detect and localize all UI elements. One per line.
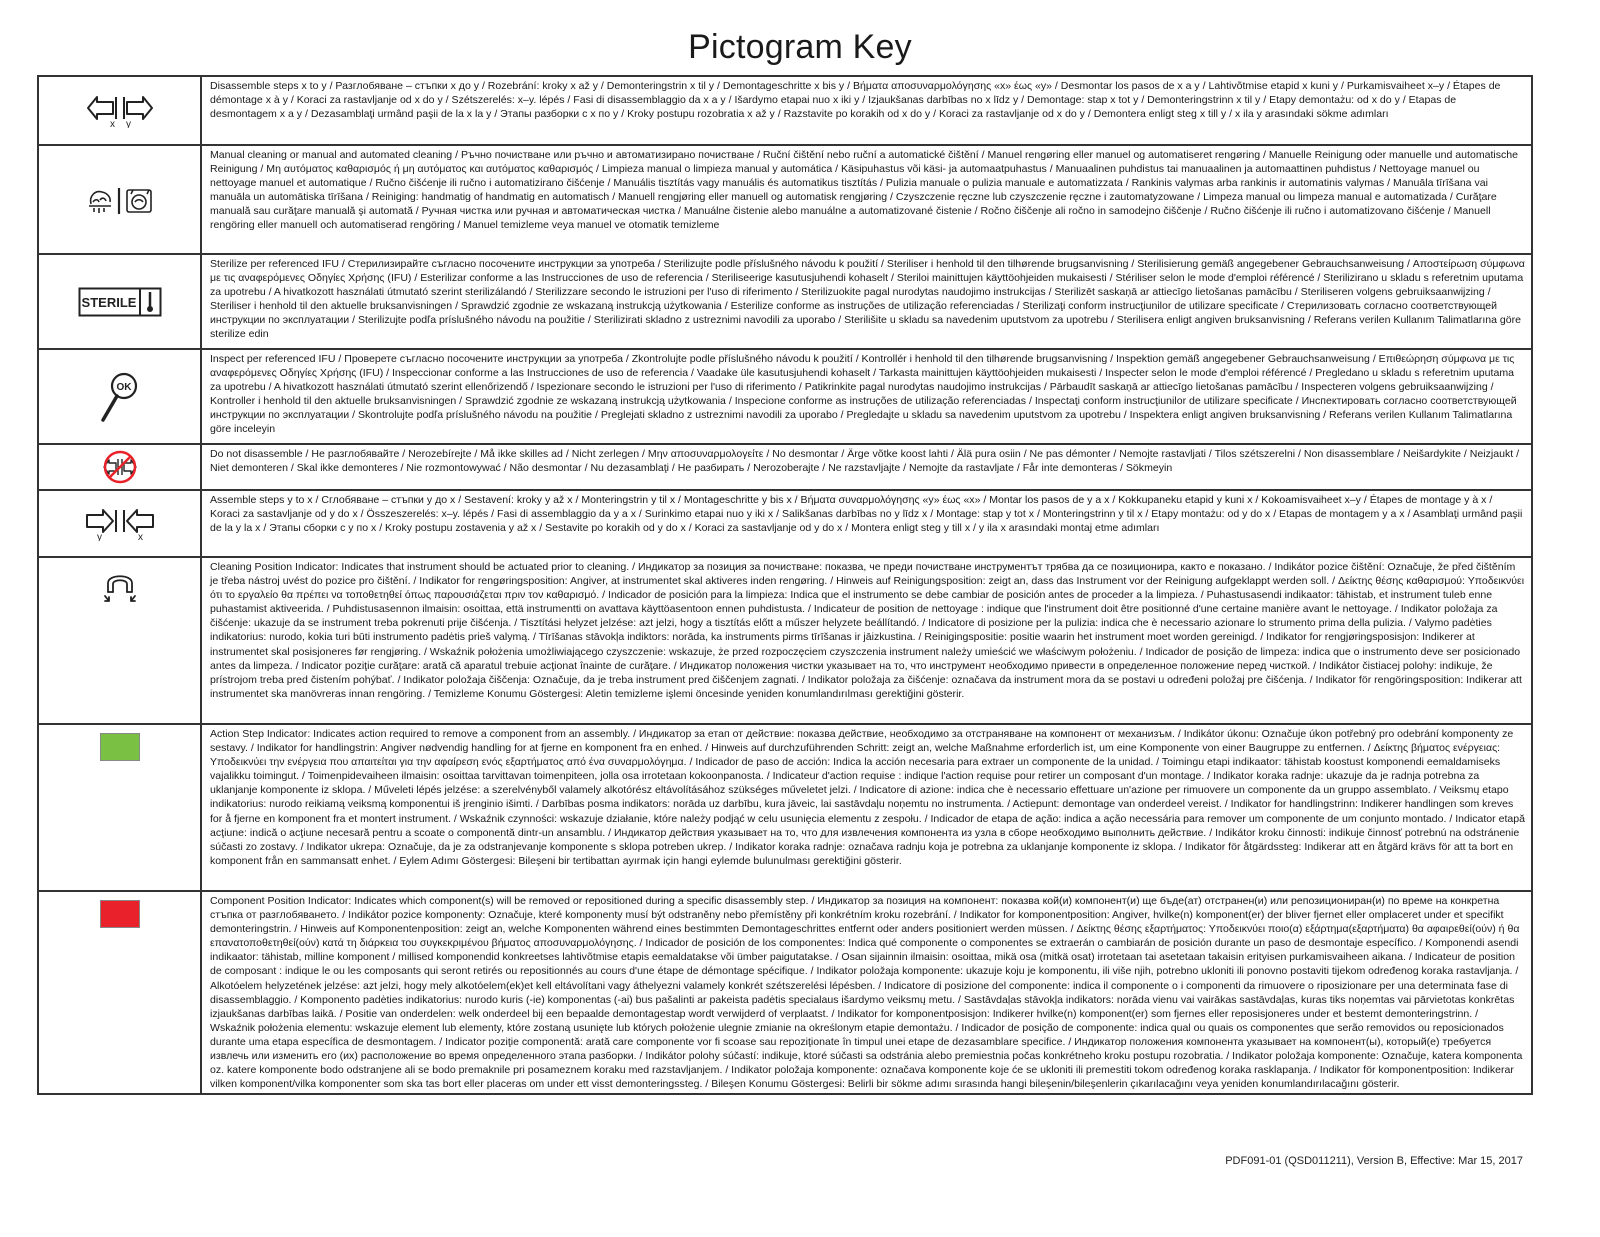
row-description: Disassemble steps x to y / Разглобяване – стъпки x до y / Rozebrání: kroky x až y / Demonteringstrin x til y / Demontageschritte x bis y / Βήματα αποσυναρμολόγησης «x» έως «y» / Desmontar los pasos de x a y / Lahtivõtmise etapid x kuni y / Purkamisvaiheet x–y / Étapes de démontage x à y / Koraci za rastavljanje od x do y / Szétszerelés: x–y. lépés / Fasi di disassemblaggio da x a y / Išardymo etapai nuo x iki y / Izjaukšanas darbības no x līdz y / Demontage: stap x tot y / Demonteringstrinn x til y / Etapy demontażu: od x do y / Etapas de desmontagem x a y / Dezasamblaţi urmând paşii de la x la y / Этапы разборки с x по y / Kroky postupu rozobratia x až y / Razstavite po korakih od x do y / Koraci za rastavljanje od x do y / Demontera enligt steg x till y / x ila y arasındaki sökme adımları: [201, 76, 1532, 145]
document-footer: PDF091-01 (QSD011211), Version B, Effective: Mar 15, 2017: [1225, 1155, 1523, 1167]
do-not-disassemble-icon: [100, 450, 140, 484]
pictogram-key-table: [37, 75, 1533, 1095]
table-row: [38, 145, 1532, 254]
icon-cell: [38, 444, 201, 490]
row-description: Action Step Indicator: Indicates action required to remove a component from an assembly. / Индикатор за етап от действие: показва действие, необходимо за отстраняване на компонент от механизъм. / Indikátor úkonu: Označuje úkon potřebný pro odebrání komponenty ze sestavy. / Indikator for handlingstrin: Angiver nødvendig handling for at fjerne en komponent fra en enhed. / Hinweis auf durchzuführenden Schritt: zeigt an, welche Maßnahme erforderlich ist, um eine Komponente von einer Baugruppe zu entfernen. / Δείκτης βήματος ενέργειας: Υποδεικνύει την ενέργεια που απαιτείται για την αφαίρεση ενός εξαρτήματος από ένα συναρμολόγημα. / Indicador de paso de acción: Indica la acción necesaria para extraer un componente de la unidad. / Toimingu etapi indikaator: tähistab koostust komponendi eemaldamiseks vajalikku toimingut. / Toimenpidevaiheen ilmaisin: osoittaa tarvittavan toimenpiteen, jolla osa irrotetaan kokoonpanosta. / Indicateur d'action requise : indique l'action requise pour retirer un composant d'un montage. / Indikator koraka radnje: ukazuje da je radnja potrebna za uklanjanje komponente iz sklopa. / Műveleti lépés jelzése: a szerelvényből valamely alkotórész eltávolításához szükséges műveletet jelzi. / Indicatore di azione: indica che è necessario effettuare un'azione per rimuovere un componente da un gruppo assemblato. / Veiksmų etapo indikatorius: nurodo reikiamą veiksmą komponentui iš įrenginio išimti. / Darbības posma indikators: norāda uz darbību, kura jāveic, lai sastāvdaļu noņemtu no instrumenta. / Actiepunt: demontage van onderdeel vereist. / Indikator for handlingstrinn: Indikerer handlingen som kreves for å fjerne en komponent fra et montert instrument. / Wskaźnik czynności: wskazuje działanie, które należy podjąć w celu usunięcia elementu z zespołu. / Indicador de etapa de ação: indica a ação necessária para remover um componente de um conjunto montado. / Indicator etapă acţiune: indică o acţiune necesară pentru a scoate o componentă dintr-un ansamblu. / Индикатор действия указывает на то, что для извлечения компонента из узла в сборе необходимо выполнить действие. / Indikátor kroku činnosti: indikuje činnosť potrebnú na odstránenie súčasti zo zostavy. / Indikator ukrepa: Označuje, da je za odstranjevanje komponente s sklopa potreben ukrep. / Indikator koraka radnje: označava radnju koja je potrebna za uklanjanje komponente iz sklopa. / Indikator för åtgärdssteg: Indikerar att en åtgärd krävs för att ta bort en komponent från en sammansatt enhet. / Eylem Adımı Göstergesi: Bileşeni bir tertibattan ayırmak için hangi eylemde bulunulması gerektiğini gösterir.: [201, 724, 1532, 891]
manual-automated-cleaning-icon: [85, 184, 155, 216]
row-description: Inspect per referenced IFU / Проверете съгласно посочените инструкции за употреба / Zkontrolujte podle příslušného návodu k použití / Kontrollér i henhold til den tilhørende brugsanvisning / Inspektion gemäß angegebener Gebrauchsanweisung / Επιθεώρηση σύμφωνα με τις αναφερόμενες Οδηγίες Χρήσης (IFU) / Inspeccionar conforme a las Instrucciones de uso de referencia / Vaadake üle kasutusjuhendi kohaselt / Tarkasta mainittujen käyttöohjeiden mukaisesti / Inspecter selon le mode d'emploi référencé / Pregledano u skladu s referetnim uputama za upotrebu / A hivatkozott használati útmutató szerint ellenőrizendő / Ispezionare secondo le istruzioni per l'uso di riferimento / Patikrinkite pagal nurodytas naudojimo instrukcijas / Pārbaudīt saskaņā ar attiecīgo lietošanas pamācību / Inspecteren volgens gebruiksaanwijzing / Kontroller i henhold til den aktuelle bruksanvisningen / Sprawdzić zgodnie ze wskazaną instrukcją użytkowania / Inspecione conforme as instruções de utilização referenciadas / Inspectaţi conform instrucţiunilor de utilizare specificate / Инспектировать согласно соответствующей инструкции по эксплуатации / Skontrolujte podľa príslušného návodu na použitie / Preglejati skladno z ustreznimi navodili za uporabo / Pregledajte u skladu sa navedenim uputstvom za upotrebu / Inspektera enligt angiven bruksanvisning / Referans verilen Kullanım Talimatlarına göre inceleyin: [201, 349, 1532, 444]
disassemble-steps-icon: [85, 94, 155, 128]
table-row: [38, 724, 1532, 891]
icon-cell: [38, 490, 201, 557]
row-description: Do not disassemble / Не разглобявайте / Nerozebírejte / Må ikke skilles ad / Nicht zerlegen / Μην αποσυναρμολογείτε / No desmontar / Ärge võtke koost lahti / Älä pura osiin / Ne pas démonter / Nemojte rastavljati / Tilos szétszerelni / Non disassemblare / Neišardykite / Neizjaukt / Niet demonteren / Skal ikke demonteres / Nie rozmontowywać / Não desmontar / Nu dezasamblaţi / Не разбирать / Nerozoberajte / Ne razstavljajte / Nemojte da rastavljate / Får inte demonteras / Sökmeyin: [201, 444, 1532, 490]
icon-cell: [38, 254, 201, 349]
inspect-ok-magnifier-icon: [98, 370, 142, 424]
icon-cell: [38, 349, 201, 444]
table-row: [38, 349, 1532, 444]
row-description: Manual cleaning or manual and automated cleaning / Ръчно почистване или ръчно и автоматизирано почистване / Ruční čištění nebo ruční a automatické čištění / Manuel rengøring eller manuel og automatiseret rengøring / Manuelle Reinigung oder manuelle und automatische Reinigung / Μη αυτόματος καθαρισμός ή μη αυτόματος και αυτόματος καθαρισμός / Limpieza manual o limpieza manual y automática / Käsipuhastus või käsi- ja automaatpuhastus / Manuaalinen puhdistus tai manuaalinen ja automaattinen puhdistus / Nettoyage manuel ou nettoyage manuel et automatique / Ručno čišćenje ili ručno i automatizirano čišćenje / Manuális tisztítás vagy manuális és automatikus tisztítás / Pulizia manuale o pulizia manuale e automatizzata / Rankinis valymas arba rankinis ir automatinis valymas / Manuāla tīrīšana vai manuāla un automātiska tīrīšana / Reiniging: handmatig of handmatig en automatisch / Manuell rengjøring eller manuell og automatisk rengjøring / Czyszczenie ręczne lub czyszczenie ręczne i zautomatyzowane / Limpeza manual ou limpeza manual e automatizada / Curăţare manuală sau curăţare manuală şi automată / Ручная чистка или ручная и автоматическая чистка / Manuálne čistenie alebo manuálne a automatizované čistenie / Ročno čiščenje ali ročno in samodejno čiščenje / Ručno čišćenje ili ručno i automatizovano čišćenje / Manuell rengöring eller manuell och automatiserad rengöring / Manuel temizleme veya manuel ve otomatik temizleme: [201, 145, 1532, 254]
ok-word: OK: [116, 381, 131, 393]
page-title: Pictogram Key: [688, 28, 912, 66]
row-description: Cleaning Position Indicator: Indicates that instrument should be actuated prior to cleaning. / Индикатор за позиция за почистване: показва, че преди почистване инструментът трябва да се позиционира, както е показано. / Indikátor pozice čištění: Označuje, že před čištěním je třeba nástroj uvést do pozice pro čištění. / Indikator for rengøringsposition: Angiver, at instrumentet skal aktiveres inden rengøring. / Hinweis auf Reinigungsposition: zeigt an, dass das Instrument vor der Reinigung aufgeklappt werden soll. / Δείκτης θέσης καθαρισμού: Υποδεικνύει ότι το εργαλείο θα πρέπει να τοποθετηθεί όπως παρουσιάζεται πριν τον καθαρισμό. / Indicador de posición para la limpieza: Indica que el instrumento se debe cambiar de posición antes de proceder a la limpieza. / Puhastusasendi indikaator: tähistab, et instrument tuleb enne puhastamist aktiveerida. / Puhdistusasennon ilmaisin: osoittaa, että instrumentti on avattava käyttöasentoon ennen puhdistusta. / Indicateur de position de nettoyage : indique que l'instrument doit être positionné d'une certaine manière avant le nettoyage. / Indikator položaja za čišćenje: ukazuje da se instrument treba pokrenuti prije čišćenja. / Tisztítási helyzet jelzése: azt jelzi, hogy a tisztítás előtt a műszer helyzete beállítandó. / Indicatore di posizione per la pulizia: indica che è necessario azionare lo strumento prima della pulizia. / Valymo padėties indikatorius: nurodo, kokia turi būti instrumento padėtis prieš valymą. / Tīrīšanas stāvokļa indiktors: norāda, ka instruments pirms tīrīšanas ir jāizkustina. / Reinigingspositie: positie waarin het instrument moet worden gereinigd. / Indikator for rengjøringsposisjon: Indikerer at instrumentet skal posisjoneres før rengjøring. / Wskaźnik położenia umożliwiającego czyszczenie: wskazuje, że przed rozpoczęciem czyszczenia instrument należy umieścić we właściwym położeniu. / Indicador de posição de limpeza: indica que o instrumento deve ser posicionado antes da limpeza. / Indicator poziţie curăţare: arată că aparatul trebuie acţionat înainte de curăţare. / Индикатор положения чистки указывает на то, что инструмент необходимо привести в определенное положение перед чисткой. / Indikátor čistiacej polohy: indikuje, že prístrojom treba pred čistením pohýbať. / Indikator položaja čiščenja: Označuje, da je treba instrument pred čiščenjem zagnati. / Indikator položaja za čišćenje: označava da instrument mora da se postavi u određeni položaj pre čišćenja. / Indikator för rengöringsposition: Indikerar att instrumentet ska manövreras innan rengöring. / Temizleme Konumu Göstergesi: Aletin temizleme işlemi öncesinde yeniden konumlandırılması gerektiğini gösterir.: [201, 557, 1532, 724]
icon-label-x: x: [109, 118, 115, 128]
assemble-steps-icon: [85, 507, 155, 541]
table-row: [38, 76, 1532, 145]
icon-label-x: x: [137, 531, 143, 541]
action-step-indicator-swatch: [100, 733, 140, 761]
table-row: [38, 557, 1532, 724]
icon-cell: [38, 724, 201, 891]
icon-label-y: y: [96, 531, 102, 541]
row-description: Sterilize per referenced IFU / Стерилизирайте съгласно посочените инструкции за употреба / Sterilizujte podle příslušného návodu k použití / Steriliser i henhold til den tilhørende brugsanvisning / Sterilisierung gemäß angegebener Gebrauchsanweisung / Αποστείρωση σύμφωνα με τις αναφερόμενες Οδηγίες Χρήσης (IFU) / Esterilizar conforme a las Instrucciones de uso de referencia / Steriliseerige kasutusjuhendi kohaselt / Steriloi mainittujen käyttöohjeiden mukaisesti / Stériliser selon le mode d'emploi référencé / Sterilizirano u skladu s referetnim uputama za upotrebu / A hivatkozott használati útmutató szerint sterilizálandó / Sterilizzare secondo le istruzioni per l'uso di riferimento / Sterilizuokite pagal nurodytas naudojimo instrukcijas / Sterilizēt saskaņā ar attiecīgo lietošanas pamācību / Steriliseren volgens gebruiksaanwijzing / Steriliser i henhold til den aktuelle bruksanvisningen / Sprawdzić zgodnie ze wskazaną instrukcją użytkowania / Esterilize conforme as instruções de utilização referenciadas / Sterilizaţi conform instrucţiunilor de utilizare specificate / Стерилизовать согласно соответствующей инструкции по эксплуатации / Sterilizujte podľa príslušného návodu na použitie / Sterilizirati skladno z ustreznimi navodili za uporabo / Sterilišite u skladu sa navedenim uputstvom za upotrebu / Sterilisera enligt angiven bruksanvisning / Referans verilen Kullanım Talimatlarına göre sterilize edin: [201, 254, 1532, 349]
table-row: [38, 891, 1532, 1094]
table-row: [38, 254, 1532, 349]
table-row: [38, 444, 1532, 490]
component-position-indicator-swatch: [100, 900, 140, 928]
row-description: Assemble steps y to x / Сглобяване – стъпки y до x / Sestavení: kroky y až x / Monteringstrin y til x / Montageschritte y bis x / Βήματα συναρμολόγησης «y» έως «x» / Montar los pasos de y a x / Kokkupaneku etapid y kuni x / Kokoamisvaiheet x–y / Étapes de montage y à x / Koraci za sastavljanje od y do x / Összeszerelés: x–y. lépés / Fasi di assemblaggio da y a x / Surinkimo etapai nuo y iki x / Salikšanas darbības no y līdz x / Montage: stap y tot x / Monteringstrinn y til x / Etapy montażu: od y do x / Etapas de montagem y a x / Asamblaţi urmând paşii de la y la x / Этапы сборки с y по x / Kroky postupu zostavenia y až x / Sestavite po korakih od y do x / Koraci za sastavljanje od y do x / Montera enligt steg y till x / y ila x arasındaki montaj etme adımları: [201, 490, 1532, 557]
icon-cell: [38, 145, 201, 254]
icon-cell: [38, 891, 201, 1094]
sterile-icon: [78, 287, 162, 317]
icon-label-y: y: [125, 118, 131, 128]
icon-cell: [38, 557, 201, 724]
cleaning-position-indicator-icon: [100, 568, 140, 604]
sterile-word: STERILE: [81, 294, 136, 310]
row-description: Component Position Indicator: Indicates which component(s) will be removed or repositioned during a specific disassembly step. / Индикатор за позиция на компонент: показва кой(и) компонент(и) ще бъде(ат) отстранен(и) или репозициониран(и) по време на конкретна стъпка от разглобяването. / Indikátor pozice komponenty: Označuje, které komponenty musí být odstraněny nebo přemístěny při konkrétním kroku rozebrání. / Indikator for komponentposition: Angiver, hvilke(n) komponent(er) der bliver fjernet eller omplaceret under et specifikt demonteringstrin. / Hinweis auf Komponentenposition: zeigt an, welche Komponenten während eines bestimmten Demontageschrittes entfernt oder anders positioniert werden müssen. / Δείκτης θέσης εξαρτήματος: Υποδεικνύει ποιο(α) εξάρτημα(εξαρτήματα) θα αφαιρεθεί(ούν) ή θα επανατοποθετηθεί(ούν) κατά τη διάρκεια του συγκεκριμένου βήματος αποσυναρμολόγησης. / Indicador de posición de los componentes: Indica qué componente o componentes se extraerán o cambiarán de posición durante un paso de desmontaje específico. / Komponendi asendi indikaator: tähistab, milline komponent / millised komponendid konkreetses lahtivõtmise etapis eemaldatakse või ümber paigutatakse. / Osan sijainnin ilmaisin: osoittaa, mikä osa (mitkä osat) irrotetaan tai asetetaan takaisin erityisen purkamisvaiheen aikana. / Indicateur de position de composant : indique le ou les composants qui seront retirés ou repositionnés au cours d'une étape de démontage spécifique. / Indikator položaja komponente: ukazuje koju je komponentu, ili više njih, potrebno ukloniti ili ponovno postaviti tijekom određenog koraka rastavljanja. / Alkotóelem helyzetének jelzése: azt jelzi, hogy mely alkotóelem(ek)et kell eltávolítani vagy áthelyezni valamely konkrét szétszerelési lépésben. / Indicatore di posizione del componente: indica il componente o i componenti da rimuovere o riposizionare per una determinata fase di disassemblaggio. / Komponento padėties indikatorius: nurodo kuris (-ie) komponentas (-ai) bus pašalinti ar pakeista padėtis specialaus išardymo veiksmų metu. / Sastāvdaļas stāvokļa indikators: norāda vienu vai vairākas sastāvdaļas, kuras tiks noņemtas vai pārvietotas konkrētas izjaukšanas darbības laikā. / Positie van onderdelen: welk onderdeel bij een bepaalde demontagestap wordt verwijderd of verplaatst. / Indikator for komponentposisjon: Indikerer hvilke(n) komponent(er) som fjernes eller reposisjoneres under et bestemt demonteringstrinn. / Wskaźnik położenia elementu: wskazuje element lub elementy, które zostaną usunięte lub których położenie ulegnie zmianie na określonym etapie demontażu. / Indicador de posição de componente: indica qual ou quais os componentes que serão removidos ou reposicionados durante uma etapa específica de desmontagem. / Indicator poziţie componentă: arată care componente vor fi scoase sau repoziţionate în timpul unei etape de dezasamblare specifice. / Индикатор положения компонента указывает на компонент(ы), который(е) требуется извлечь или изменить его (их) расположение во время определенного этапа разборки. / Indikátor polohy súčastí: indikuje, ktoré súčasti sa odstránia alebo premiestnia počas konkrétneho kroku postupu rozobratia. / Indikator položaja komponente: Označuje, katera komponenta oz. katere komponente bodo odstranjene ali se bodo premaknile pri posameznem koraku med razstavljanjem. / Indikator položaja komponente: označava komponente koje će se ukloniti ili premestiti tokom određenog koraka rasklapanja. / Indikator för komponentposition: Indikerar vilken komponent/vilka komponenter som ska tas bort eller placeras om under ett visst demonteringssteg. / Bileşen Konumu Göstergesi: Belirli bir sökme adımı sırasında hangi bileşenin/bileşenlerin çıkarılacağını veya yeniden konumlandırılacağını gösterir.: [201, 891, 1532, 1094]
icon-cell: [38, 76, 201, 145]
table-row: [38, 490, 1532, 557]
